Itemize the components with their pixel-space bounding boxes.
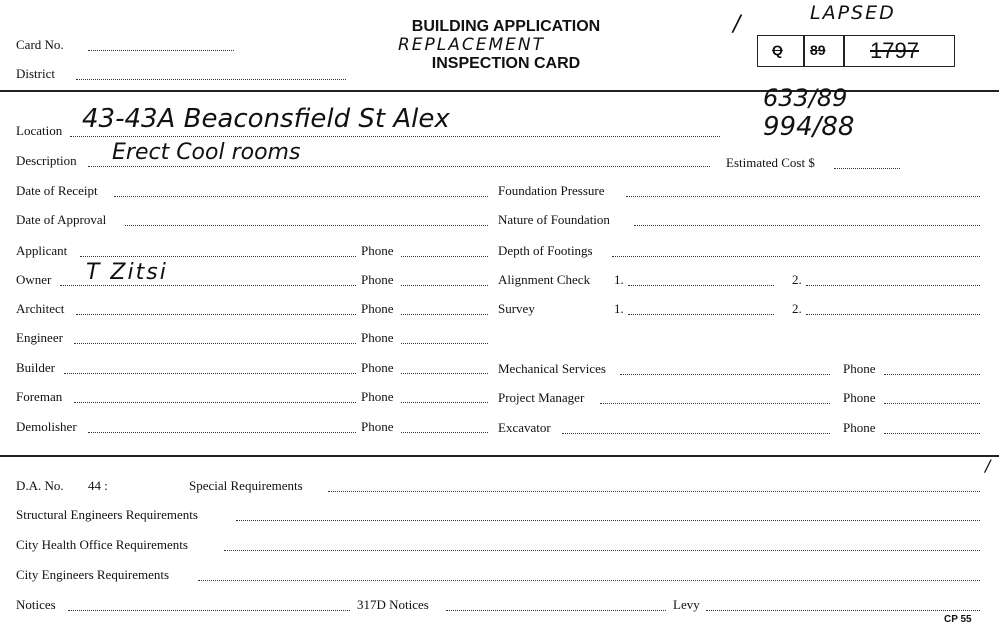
project-manager-phone-field[interactable] bbox=[884, 402, 980, 404]
builder-field[interactable] bbox=[64, 372, 356, 374]
nature-of-foundation-label: Nature of Foundation bbox=[498, 212, 610, 227]
date-of-approval-field[interactable] bbox=[125, 224, 488, 226]
builder-phone-label: Phone bbox=[361, 360, 394, 375]
file-number-box bbox=[757, 35, 955, 67]
location-field-line bbox=[70, 135, 720, 137]
applicant-label: Applicant bbox=[16, 243, 68, 258]
demolisher-phone-label: Phone bbox=[361, 419, 394, 434]
form-code: CP 55 bbox=[944, 614, 972, 625]
description-value[interactable]: Erect Cool rooms bbox=[112, 140, 301, 165]
applicant-field[interactable] bbox=[80, 255, 356, 257]
applicant-phone-label: Phone bbox=[361, 243, 394, 258]
engineer-field[interactable] bbox=[74, 342, 356, 344]
owner-value[interactable]: T Zitsi bbox=[86, 260, 168, 285]
city-health-field[interactable] bbox=[224, 549, 980, 551]
317d-notices-label: 317D Notices bbox=[357, 597, 429, 612]
handwritten-replacement: REPLACEMENT bbox=[398, 35, 546, 55]
owner-phone-label: Phone bbox=[361, 272, 394, 287]
structural-engineers-label: Structural Engineers Requirements bbox=[16, 507, 198, 522]
excavator-phone-field[interactable] bbox=[884, 432, 980, 434]
owner-phone-field[interactable] bbox=[401, 284, 488, 286]
depth-of-footings-label: Depth of Footings bbox=[498, 243, 593, 258]
mechanical-services-phone-label: Phone bbox=[843, 361, 876, 376]
file-number: 1797 bbox=[870, 38, 919, 63]
architect-field[interactable] bbox=[76, 313, 356, 315]
survey-num-1: 1. bbox=[614, 301, 624, 316]
estimated-cost-field[interactable] bbox=[834, 167, 900, 169]
handwritten-lapsed: LAPSED bbox=[810, 2, 896, 24]
description-label: Description bbox=[16, 153, 77, 168]
survey-field-2[interactable] bbox=[806, 313, 980, 315]
city-engineers-label: City Engineers Requirements bbox=[16, 567, 170, 582]
alignment-check-label: Alignment Check bbox=[498, 272, 591, 287]
handwritten-ref-2: 994/88 bbox=[763, 112, 855, 142]
header-divider bbox=[0, 90, 999, 92]
alignment-check-num-2: 2. bbox=[792, 272, 802, 287]
demolisher-field[interactable] bbox=[88, 431, 356, 433]
engineer-phone-field[interactable] bbox=[401, 342, 488, 344]
file-box-divider-1 bbox=[803, 36, 805, 66]
structural-engineers-field[interactable] bbox=[236, 519, 980, 521]
alignment-check-field-2[interactable] bbox=[806, 284, 980, 286]
description-field-line bbox=[88, 165, 710, 167]
builder-phone-field[interactable] bbox=[401, 372, 488, 374]
special-requirements-label: Special Requirements bbox=[189, 478, 303, 493]
notices-field[interactable] bbox=[68, 609, 350, 611]
form-title-line1: BUILDING APPLICATION bbox=[411, 18, 601, 35]
demolisher-label: Demolisher bbox=[16, 419, 77, 434]
foreman-phone-label: Phone bbox=[361, 389, 394, 404]
file-box-divider-2 bbox=[843, 36, 845, 66]
foreman-phone-field[interactable] bbox=[401, 401, 488, 403]
317d-notices-field[interactable] bbox=[446, 609, 666, 611]
city-health-label: City Health Office Requirements bbox=[16, 537, 188, 552]
engineer-label: Engineer bbox=[16, 330, 63, 345]
date-of-receipt-field[interactable] bbox=[114, 195, 488, 197]
da-no-value: 44 : bbox=[88, 478, 108, 493]
project-manager-phone-label: Phone bbox=[843, 390, 876, 405]
mechanical-services-label: Mechanical Services bbox=[498, 361, 606, 376]
engineer-phone-label: Phone bbox=[361, 330, 394, 345]
form-title-line2: INSPECTION CARD bbox=[431, 55, 581, 72]
handwritten-ref-1: 633/89 bbox=[763, 84, 848, 112]
alignment-check-field-1[interactable] bbox=[628, 284, 774, 286]
survey-num-2: 2. bbox=[792, 301, 802, 316]
city-engineers-field[interactable] bbox=[198, 579, 980, 581]
architect-phone-label: Phone bbox=[361, 301, 394, 316]
special-requirements-field[interactable] bbox=[328, 490, 980, 492]
da-no-label: D.A. No. bbox=[16, 478, 64, 493]
notices-label: Notices bbox=[16, 597, 56, 612]
file-year: 89 bbox=[810, 42, 826, 58]
card-no-field[interactable] bbox=[88, 49, 234, 51]
architect-phone-field[interactable] bbox=[401, 313, 488, 315]
date-of-approval-label: Date of Approval bbox=[16, 212, 107, 227]
district-field[interactable] bbox=[76, 78, 346, 80]
date-of-receipt-label: Date of Receipt bbox=[16, 183, 98, 198]
estimated-cost-label: Estimated Cost $ bbox=[726, 155, 815, 170]
mechanical-services-field[interactable] bbox=[620, 373, 830, 375]
mechanical-services-phone-field[interactable] bbox=[884, 373, 980, 375]
bottom-section-divider bbox=[0, 455, 999, 457]
levy-field[interactable] bbox=[706, 609, 980, 611]
card-no-label: Card No. bbox=[16, 37, 64, 52]
levy-label: Levy bbox=[673, 597, 700, 612]
depth-of-footings-field[interactable] bbox=[612, 255, 980, 257]
architect-label: Architect bbox=[16, 301, 65, 316]
location-label: Location bbox=[16, 123, 63, 138]
survey-label: Survey bbox=[498, 301, 535, 316]
margin-tick: / bbox=[985, 456, 991, 475]
survey-field-1[interactable] bbox=[628, 313, 774, 315]
applicant-phone-field[interactable] bbox=[401, 255, 488, 257]
excavator-field[interactable] bbox=[562, 432, 830, 434]
foreman-field[interactable] bbox=[74, 401, 356, 403]
foundation-pressure-field[interactable] bbox=[626, 195, 980, 197]
project-manager-label: Project Manager bbox=[498, 390, 585, 405]
file-prefix: Q bbox=[772, 42, 783, 58]
foundation-pressure-label: Foundation Pressure bbox=[498, 183, 605, 198]
district-label: District bbox=[16, 66, 55, 81]
alignment-check-num-1: 1. bbox=[614, 272, 624, 287]
owner-label: Owner bbox=[16, 272, 52, 287]
builder-label: Builder bbox=[16, 360, 55, 375]
excavator-label: Excavator bbox=[498, 420, 551, 435]
tick-mark: / bbox=[733, 12, 741, 37]
excavator-phone-label: Phone bbox=[843, 420, 876, 435]
nature-of-foundation-field[interactable] bbox=[634, 224, 980, 226]
location-value[interactable]: 43-43A Beaconsfield St Alex bbox=[82, 104, 450, 134]
foreman-label: Foreman bbox=[16, 389, 63, 404]
demolisher-phone-field[interactable] bbox=[401, 431, 488, 433]
project-manager-field[interactable] bbox=[600, 402, 830, 404]
